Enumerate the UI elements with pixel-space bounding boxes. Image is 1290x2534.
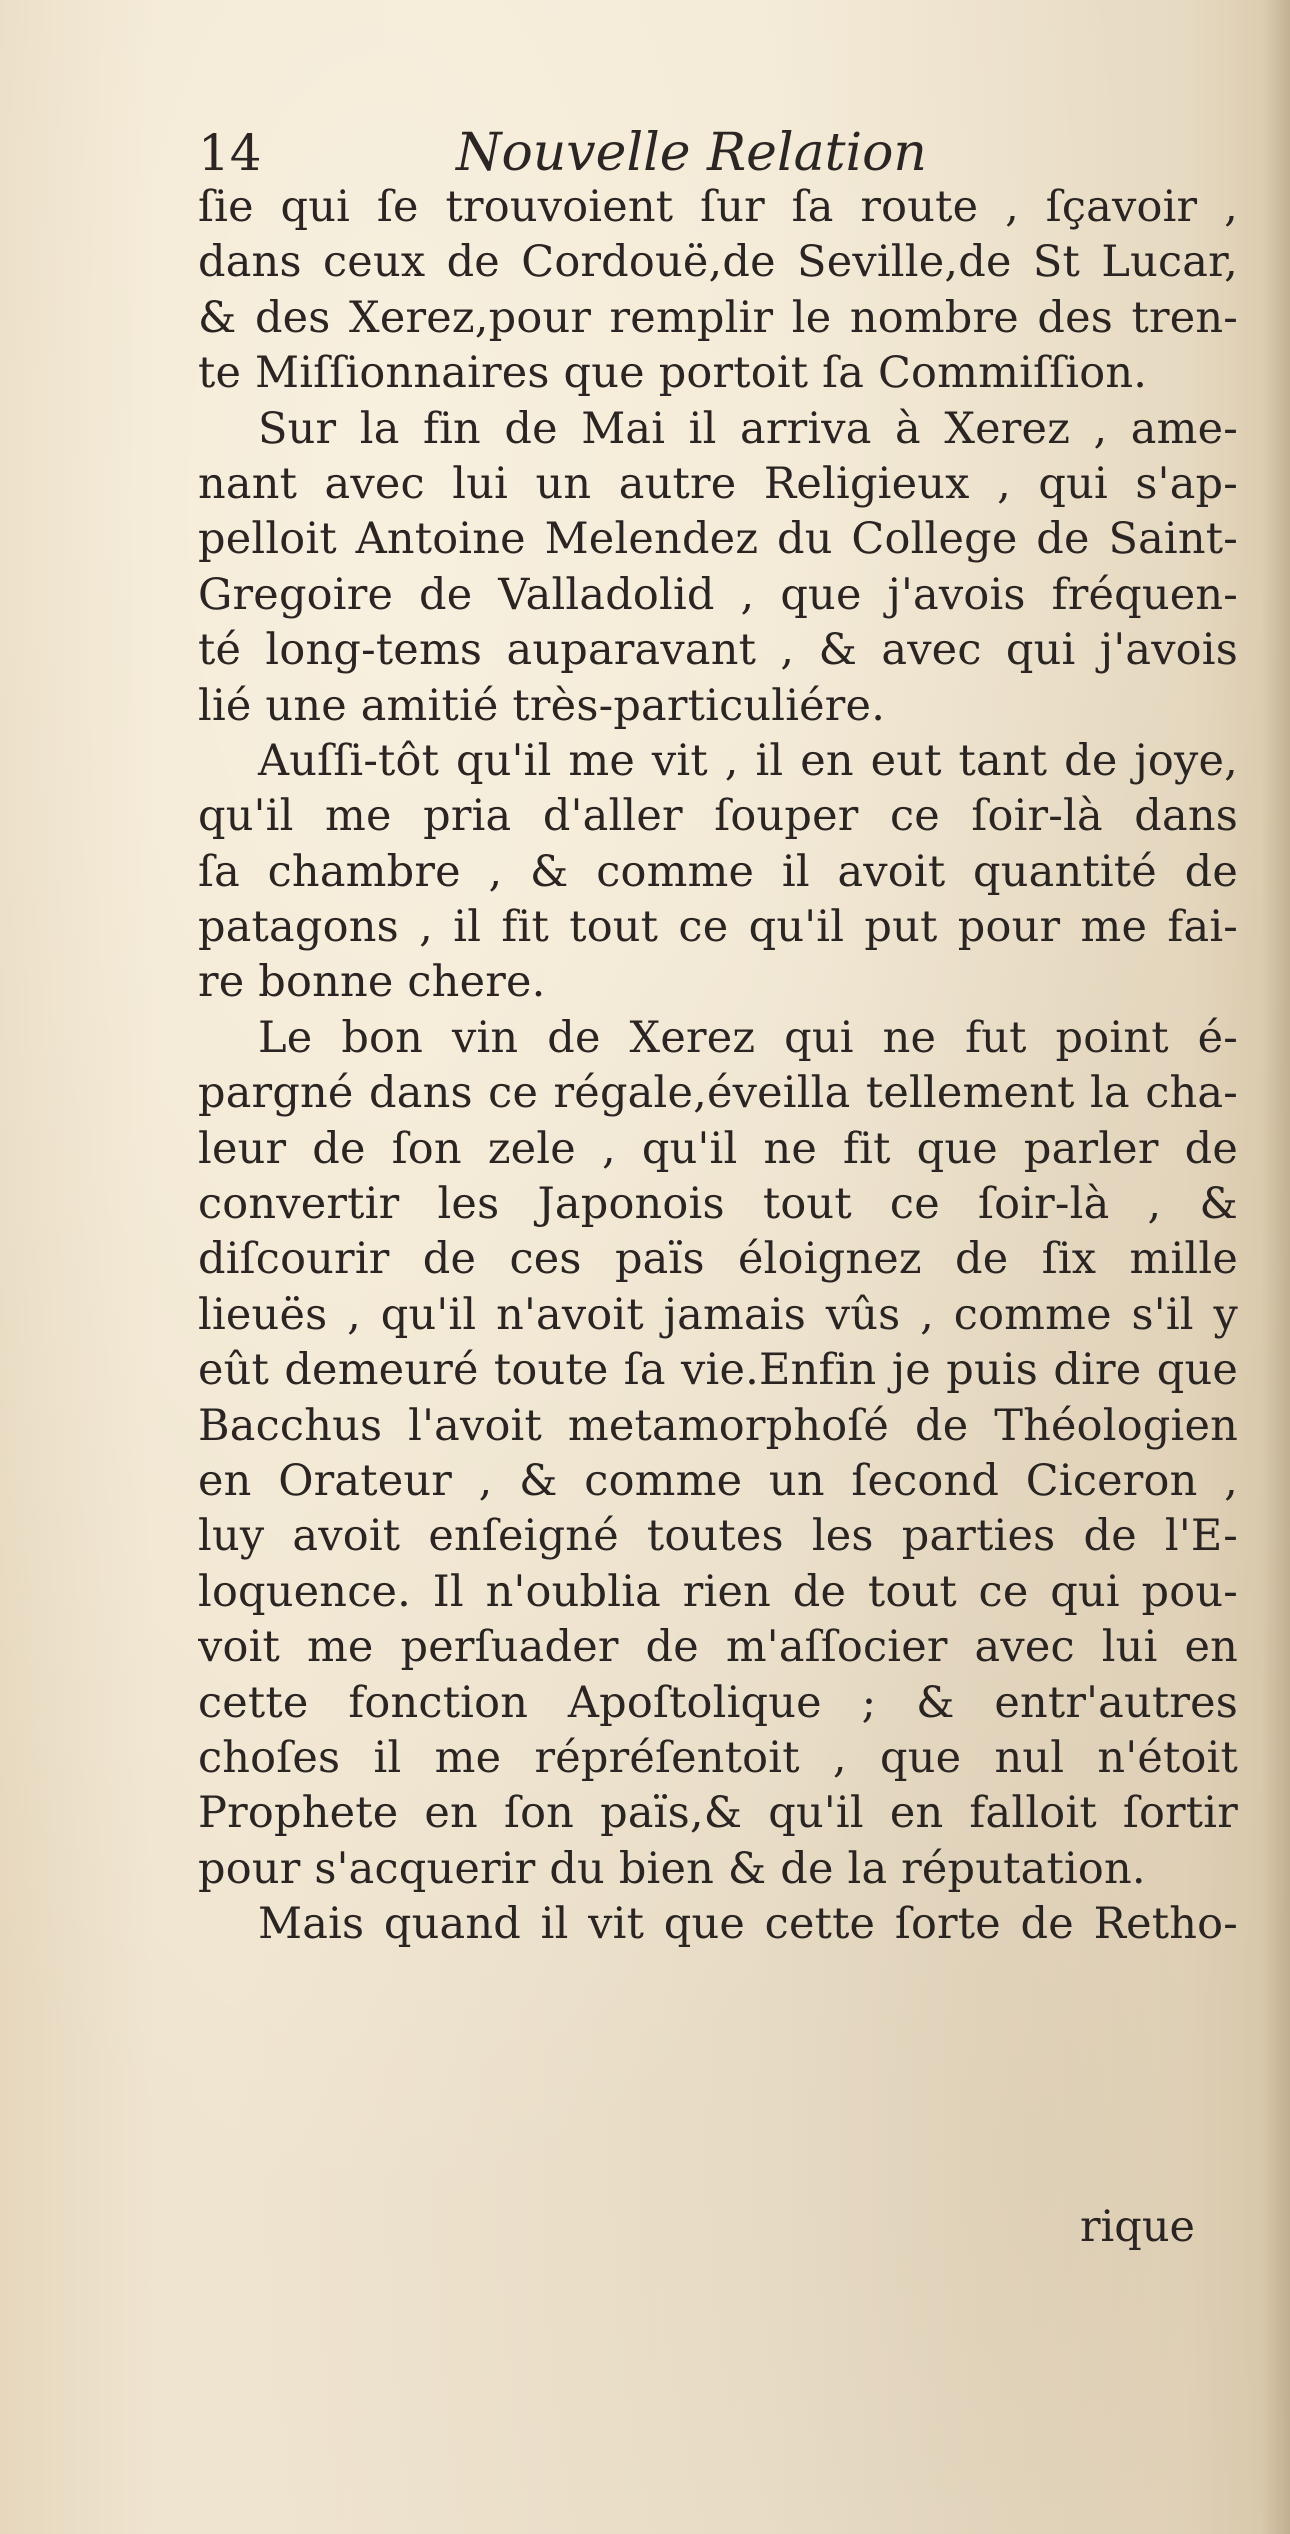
text-line: leur de ſon zele , qu'il ne fit que parler de (198, 1123, 1238, 1174)
text-line: & des Xerez,pour remplir le nombre des tren- (198, 292, 1238, 343)
text-line: convertir les Japonois tout ce ſoir-là , & (198, 1179, 1238, 1230)
text-line: loquence. Il n'oublia rien de tout ce qui pou- (198, 1566, 1238, 1617)
text-line: re bonne chere. (198, 957, 546, 1008)
text-line: qu'il me pria d'aller ſouper ce ſoir-là dans (198, 791, 1238, 842)
text-line: diſcourir de ces païs éloignez de ſix mille (198, 1234, 1238, 1285)
text-line: nant avec lui un autre Religieux , qui s'ap- (198, 458, 1238, 509)
text-line: te Miſſionnaires que portoit ſa Commiſſion. (198, 348, 1148, 399)
text-line: Mais quand il vit que cette ſorte de Retho- (258, 1899, 1238, 1950)
body-text (198, 180, 1238, 1953)
running-head: Nouvelle Relation (456, 123, 927, 183)
text-line: Le bon vin de Xerez qui ne fut point é- (258, 1012, 1238, 1063)
text-line: Sur la fin de Mai il arriva à Xerez , ame- (258, 403, 1238, 454)
text-line: lieuës , qu'il n'avoit jamais vûs , comme s'il y (198, 1289, 1238, 1340)
text-line: Prophete en ſon païs,& qu'il en falloit ſortir (198, 1788, 1238, 1839)
catchword: rique (1080, 2202, 1195, 2252)
text-line: cette fonction Apoſtolique ; & entr'autres (198, 1677, 1238, 1728)
text-line: dans ceux de Cordouë,de Seville,de St Lucar, (198, 237, 1238, 288)
page-edge-shadow (1262, 0, 1290, 2534)
text-line: choſes il me répréſentoit , que nul n'étoit (198, 1732, 1238, 1783)
text-line: Auſſi-tôt qu'il me vit , il en eut tant de joye, (258, 735, 1238, 786)
text-line: voit me perſuader de m'aſſocier avec lui en (198, 1622, 1238, 1673)
text-line: pour s'acquerir du bien & de la réputation. (198, 1843, 1146, 1894)
text-line: pelloit Antoine Melendez du College de Saint- (198, 514, 1238, 565)
text-line: Gregoire de Valladolid , que j'avois fréquen- (198, 569, 1238, 620)
text-line: pargné dans ce régale,éveilla tellement la cha- (198, 1068, 1238, 1119)
text-line: luy avoit enſeigné toutes les parties de l'E- (198, 1511, 1238, 1562)
text-line: ſie qui ſe trouvoient ſur ſa route , ſçavoir , (198, 182, 1238, 232)
page-header (198, 118, 1098, 188)
text-line: té long-tems auparavant , & avec qui j'avois (198, 625, 1238, 676)
text-line: patagons , il fit tout ce qu'il put pour me fai- (198, 902, 1238, 953)
text-line: Bacchus l'avoit metamorphoſé de Théologien (198, 1400, 1238, 1451)
text-line: ſa chambre , & comme il avoit quantité de (198, 846, 1238, 897)
page-number: 14 (198, 124, 262, 182)
text-line: eût demeuré toute ſa vie.Enfin je puis dire que (198, 1345, 1238, 1396)
text-line: lié une amitié très-particuliére. (198, 680, 886, 731)
text-line: en Orateur , & comme un ſecond Ciceron , (198, 1455, 1238, 1506)
